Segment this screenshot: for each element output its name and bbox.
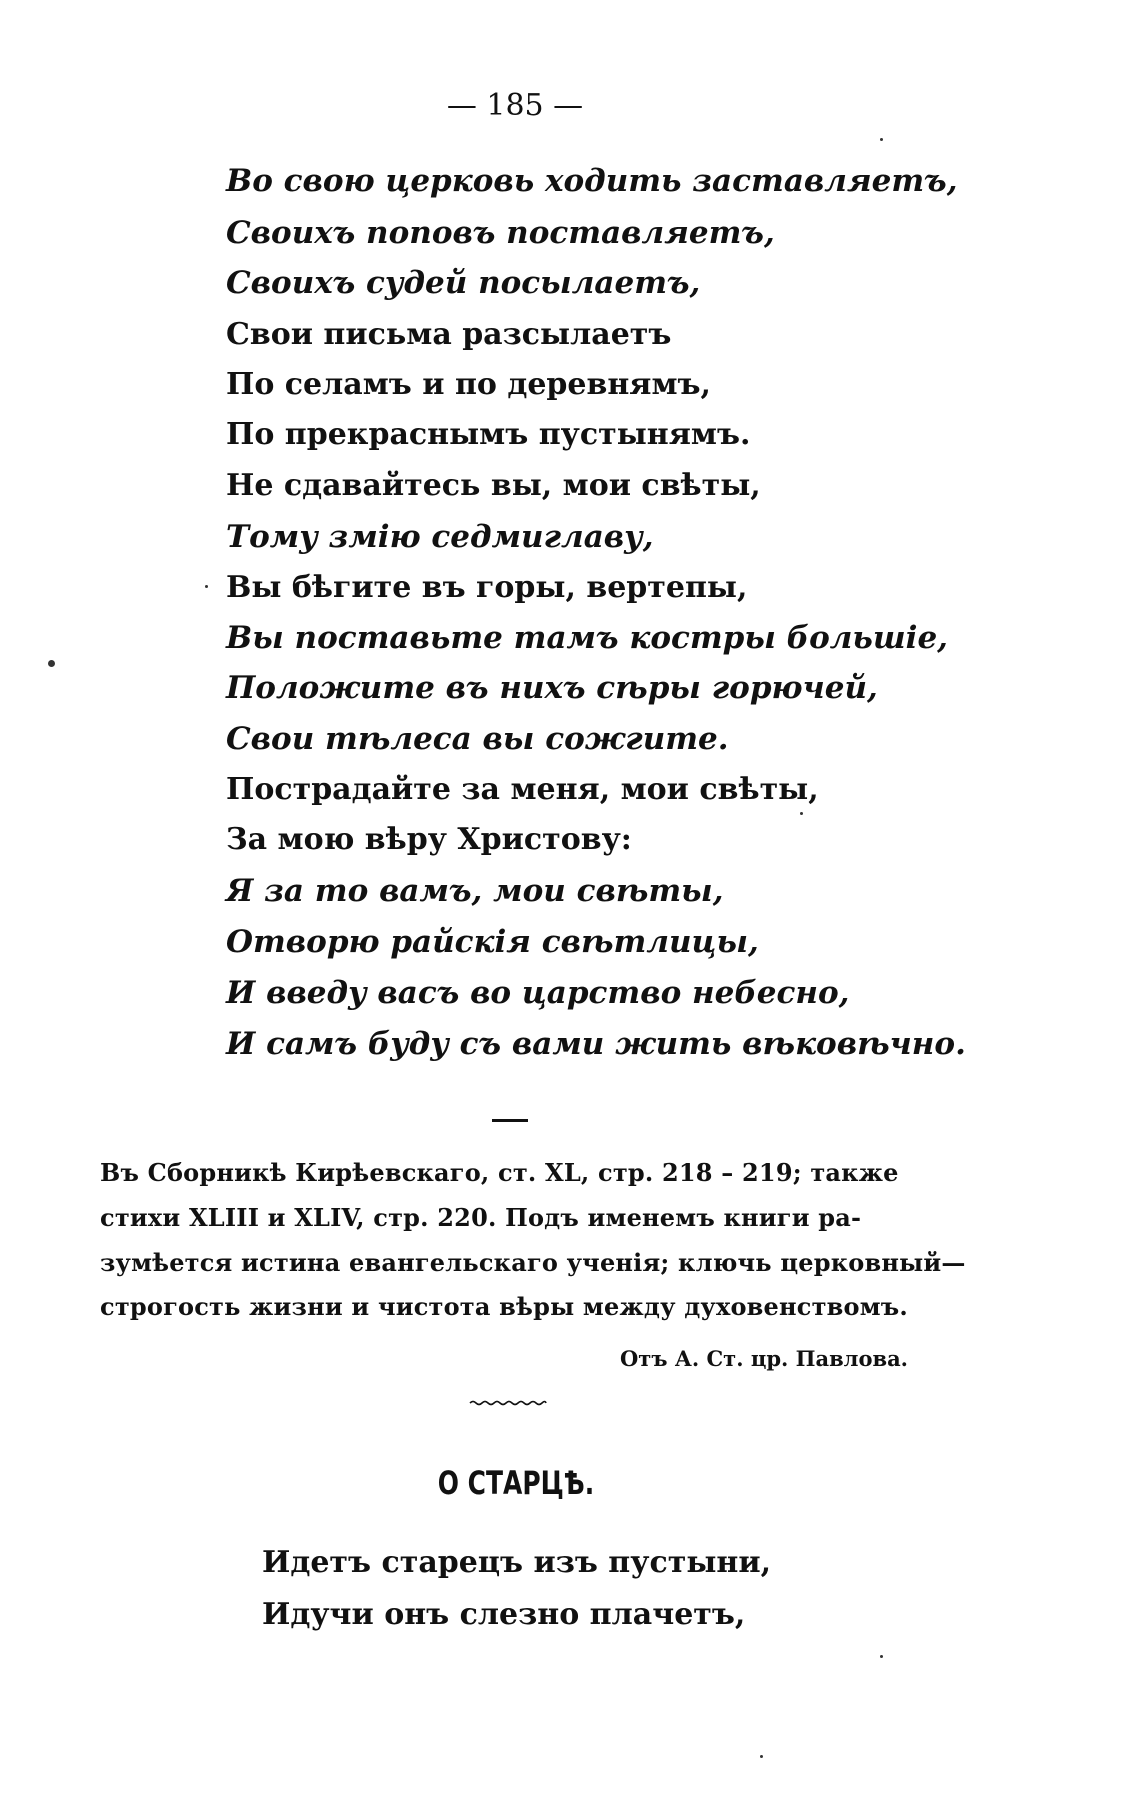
poem-line: И самъ буду съ вами жить вѣковѣчно. — [226, 1026, 966, 1062]
poem-line: Вы бѣгите въ горы, вертепы, — [226, 570, 748, 605]
footnote-line: строгость жизни и чистота вѣры между духовенствомъ. — [100, 1292, 908, 1321]
poem-line: За мою вѣру Христову: — [226, 822, 632, 857]
poem-line: Идетъ старецъ изъ пустыни, — [262, 1545, 772, 1580]
poem-line: По прекраснымъ пустынямъ. — [226, 417, 751, 452]
poem-line: Отворю райскія свѣтлицы, — [226, 924, 759, 960]
page-number: — 185 — — [446, 88, 584, 123]
print-speck — [48, 660, 55, 667]
poem-line: Своихъ поповъ поставляетъ, — [226, 215, 775, 251]
poem-line: По селамъ и по деревнямъ, — [226, 367, 711, 402]
poem-line: Не сдавайтесь вы, мои свѣты, — [226, 468, 761, 503]
attribution: Отъ А. Ст. цр. Павлова. — [620, 1346, 908, 1371]
poem-line: Свои тѣлеса вы сожгите. — [226, 721, 729, 757]
poem-line: Положите въ нихъ сѣры горючей, — [226, 670, 878, 706]
poem-line: Пострадайте за меня, мои свѣты, — [226, 772, 819, 807]
poem-line: Свои письма разсылаетъ — [226, 317, 672, 352]
footnote-line: стихи XLIII и XLIV, стр. 220. Подъ именемъ книги ра- — [100, 1203, 862, 1232]
print-speck — [760, 1755, 763, 1758]
section-title: О СТАРЦѢ. — [437, 1464, 595, 1502]
poem-line: Я за то вамъ, мои свѣты, — [226, 873, 724, 909]
poem-line: Во свою церковь ходить заставляетъ, — [226, 163, 958, 199]
print-speck — [880, 138, 883, 141]
section-divider-dash — [492, 1119, 528, 1122]
footnote-line: Въ Сборникѣ Кирѣевскаго, ст. XL, стр. 218 – 219; также — [100, 1158, 899, 1187]
print-speck — [205, 585, 208, 588]
poem-line: Идучи онъ слезно плачетъ, — [262, 1597, 746, 1632]
print-speck — [880, 1655, 883, 1658]
poem-line: И введу васъ во царство небесно, — [226, 975, 850, 1011]
print-speck — [800, 812, 803, 815]
poem-line: Своихъ судей посылаетъ, — [226, 265, 701, 301]
wavy-divider-ornament — [468, 1398, 548, 1408]
poem-line: Тому змію седмиглаву, — [226, 519, 654, 555]
poem-line: Вы поставьте тамъ костры большіе, — [226, 620, 948, 656]
footnote-line: зумѣется истина евангельскаго ученія; ключь церковный— — [100, 1248, 966, 1277]
